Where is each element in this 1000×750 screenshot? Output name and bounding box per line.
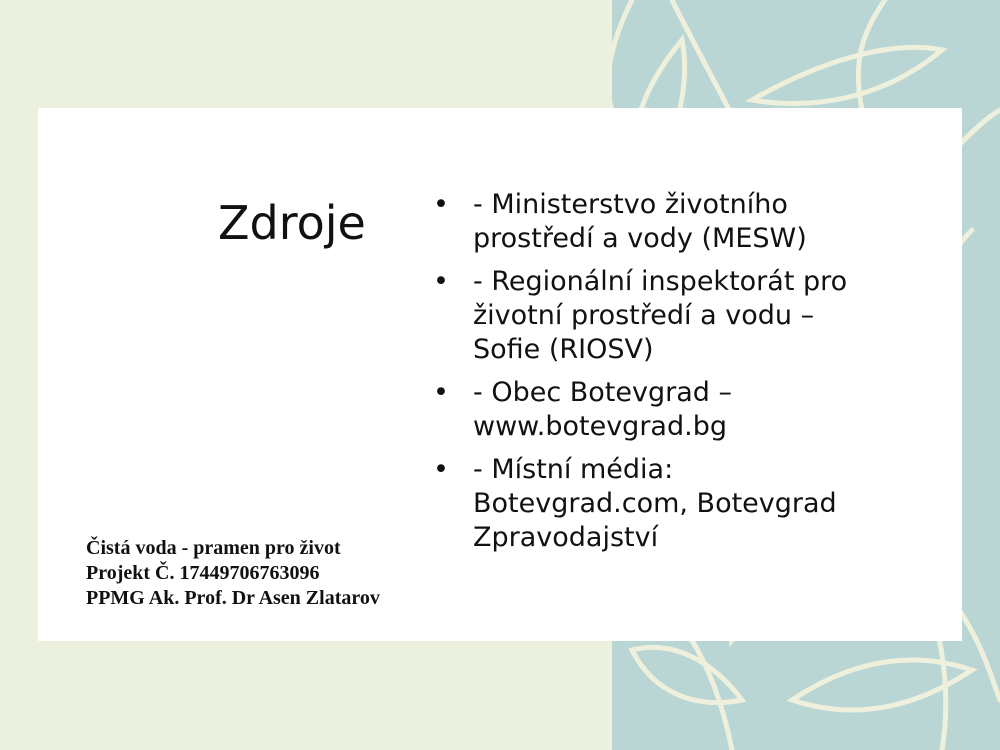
sources-list bbox=[433, 188, 883, 564]
slide-card bbox=[38, 108, 962, 641]
slide-title: Zdroje bbox=[218, 196, 366, 250]
list-item-text: - Ministerstvo životního prostředí a vody (MESW) bbox=[473, 189, 807, 254]
bullet-icon: • bbox=[433, 189, 449, 220]
bullet-icon: • bbox=[433, 266, 449, 297]
bullet-icon: • bbox=[433, 377, 449, 408]
footer-line-project-name: Čistá voda - pramen pro život bbox=[86, 537, 341, 559]
project-footer bbox=[86, 536, 380, 611]
footer-line-project-number: Projekt Č. 17449706763096 bbox=[86, 562, 320, 584]
list-item-text: - Místní média: Botevgrad.com, Botevgrad Zpravodajství bbox=[473, 454, 837, 553]
list-item-text: - Obec Botevgrad – www.botevgrad.bg bbox=[473, 377, 732, 442]
list-item bbox=[433, 265, 883, 367]
list-item-text: - Regionální inspektorát pro životní prostředí a vodu – Sofie (RIOSV) bbox=[473, 266, 848, 365]
list-item bbox=[433, 376, 883, 444]
list-item bbox=[433, 188, 883, 256]
bullet-icon: • bbox=[433, 454, 449, 485]
footer-line-school: PPMG Ak. Prof. Dr Asen Zlatarov bbox=[86, 587, 380, 609]
list-item bbox=[433, 453, 883, 555]
